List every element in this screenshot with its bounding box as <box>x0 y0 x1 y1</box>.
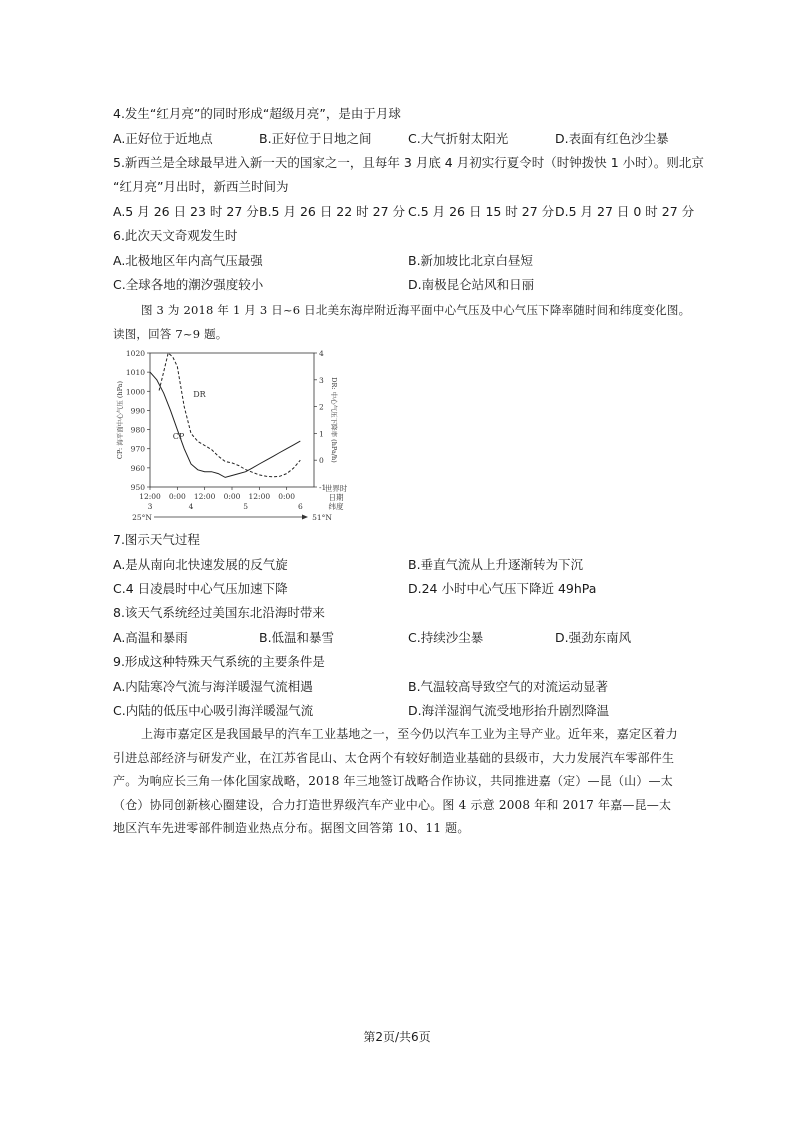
question-5-option-b: B.5 月 26 日 22 时 27 分 <box>259 204 406 219</box>
pressure-chart <box>112 345 352 525</box>
question-4-stem: 4.发生“红月亮”的同时形成“超级月亮”，是由于月球 <box>113 106 401 121</box>
question-7-option-a: A.是从南向北快速发展的反气旋 <box>113 557 288 572</box>
x-tick-label: 0:00 <box>168 492 186 501</box>
right-tick-label: 1 <box>319 429 324 439</box>
date-label: 5 <box>243 502 249 511</box>
plot-frame <box>150 353 314 487</box>
x-axis-label: 世界时 <box>324 484 348 493</box>
question-5-stem-line1: 5.新西兰是全球最早进入新一天的国家之一，且每年 3 月底 4 月初实行夏令时（时钟拨快 1 小时）。则北京 <box>113 155 704 170</box>
right-tick-label: 4 <box>319 349 324 358</box>
passage-text: 上海市嘉定区是我国最早的汽车工业基地之一，至今仍以汽车工业为主导产业。近年来，嘉定区着力引进总部经济与研发产业，在江苏省昆山、太仓两个有较好制造业基础的县级市，大力发展汽车零部件生产。为响应长三角一体化国家战略，2018 年三地签订战略合作协议，共同推进嘉（定）—昆（山）—太（仓）协同创新核心圈建设，合力打造世界级汽车产业中心。图 4 示意 2008 年和 2017 年嘉—昆—太地区汽车先进零部件制造业热点分布。据图文回答第 10、11 题。 <box>113 727 678 835</box>
latitude-start: 25°N <box>132 513 152 522</box>
series-line-cp <box>150 372 300 477</box>
question-6-option-b: B.新加坡比北京白昼短 <box>408 253 534 268</box>
question-8-stem: 8.该天气系统经过美国东北沿海时带来 <box>113 605 325 620</box>
right-tick-label: 0 <box>319 456 324 466</box>
left-tick-label: 960 <box>130 463 145 473</box>
question-8-option-c: C.持续沙尘暴 <box>408 630 484 645</box>
question-4-option-c: C.大气折射太阳光 <box>408 131 509 146</box>
right-axis-title: DR: 中心气压下降率 (hPa/h) <box>330 377 338 463</box>
question-9-stem: 9.形成这种特殊天气系统的主要条件是 <box>113 654 325 669</box>
right-tick-label: -1 <box>319 483 327 492</box>
right-tick-label: 2 <box>319 402 324 412</box>
question-5-option-c: C.5 月 26 日 15 时 27 分 <box>408 204 555 219</box>
question-9-option-a: A.内陆寒冷气流与海洋暖湿气流相遇 <box>113 679 313 694</box>
x-axis-label: 纬度 <box>328 502 344 511</box>
question-9-option-b: B.气温较高导致空气的对流运动显著 <box>408 679 609 694</box>
latitude-end: 51°N <box>312 513 332 522</box>
left-tick-label: 990 <box>130 406 145 416</box>
series-label-dr: DR <box>193 390 206 400</box>
question-7-option-d: D.24 小时中心气压下降近 49hPa <box>408 581 597 596</box>
date-label: 3 <box>147 502 153 511</box>
figure3-intro-line2: 读图，回答 7~9 题。 <box>113 327 228 341</box>
left-tick-label: 1020 <box>125 349 145 358</box>
question-8-option-a: A.高温和暴雨 <box>113 630 188 645</box>
question-5-option-d: D.5 月 27 日 0 时 27 分 <box>555 204 695 219</box>
series-line-dr <box>159 353 300 477</box>
question-4-option-b: B.正好位于日地之间 <box>259 131 372 146</box>
x-tick-label: 0:00 <box>278 492 296 501</box>
left-tick-label: 1000 <box>125 387 145 397</box>
question-8-option-d: D.强劲东南风 <box>555 630 632 645</box>
page-footer: 第2页/共6页 <box>363 1030 431 1044</box>
question-9-option-c: C.内陆的低压中心吸引海洋暖湿气流 <box>113 703 314 718</box>
left-tick-label: 970 <box>130 444 145 454</box>
question-7-option-c: C.4 日凌晨时中心气压加速下降 <box>113 581 288 596</box>
series-label-cp: CP <box>172 432 185 442</box>
latitude-arrowhead <box>302 515 308 520</box>
x-tick-label: 0:00 <box>223 492 241 501</box>
question-7-option-b: B.垂直气流从上升逐渐转为下沉 <box>408 557 584 572</box>
question-6-option-c: C.全球各地的潮汐强度较小 <box>113 277 264 292</box>
figure3-intro-line1: 图 3 为 2018 年 1 月 3 日~6 日北美东海岸附近海平面中心气压及中心气压下降率随时间和纬度变化图。 <box>141 303 691 317</box>
x-axis-label: 日期 <box>328 493 344 502</box>
question-7-stem: 7.图示天气过程 <box>113 532 200 547</box>
question-4-option-a: A.正好位于近地点 <box>113 131 213 146</box>
x-tick-label: 12:00 <box>248 492 271 501</box>
date-label: 6 <box>297 502 303 511</box>
right-tick-label: 3 <box>319 375 324 385</box>
passage-10-11 <box>113 723 683 841</box>
left-tick-label: 1010 <box>125 368 145 378</box>
question-5-stem-line2: “红月亮”月出时，新西兰时间为 <box>113 179 289 194</box>
question-6-option-a: A.北极地区年内高气压最强 <box>113 253 263 268</box>
question-9-option-d: D.海洋湿润气流受地形抬升剧烈降温 <box>408 703 610 718</box>
x-tick-label: 12:00 <box>139 492 161 501</box>
left-tick-label: 950 <box>130 483 145 492</box>
question-5-option-a: A.5 月 26 日 23 时 27 分 <box>113 204 259 219</box>
x-tick-label: 12:00 <box>193 492 216 501</box>
date-label: 4 <box>188 502 194 511</box>
left-axis-title: CP: 海平面中心气压 (hPa) <box>116 380 124 460</box>
left-tick-label: 980 <box>130 425 145 435</box>
question-6-stem: 6.此次天文奇观发生时 <box>113 228 238 243</box>
question-8-option-b: B.低温和暴雪 <box>259 630 335 645</box>
question-4-option-d: D.表面有红色沙尘暴 <box>555 131 669 146</box>
question-6-option-d: D.南极昆仑站风和日丽 <box>408 277 535 292</box>
